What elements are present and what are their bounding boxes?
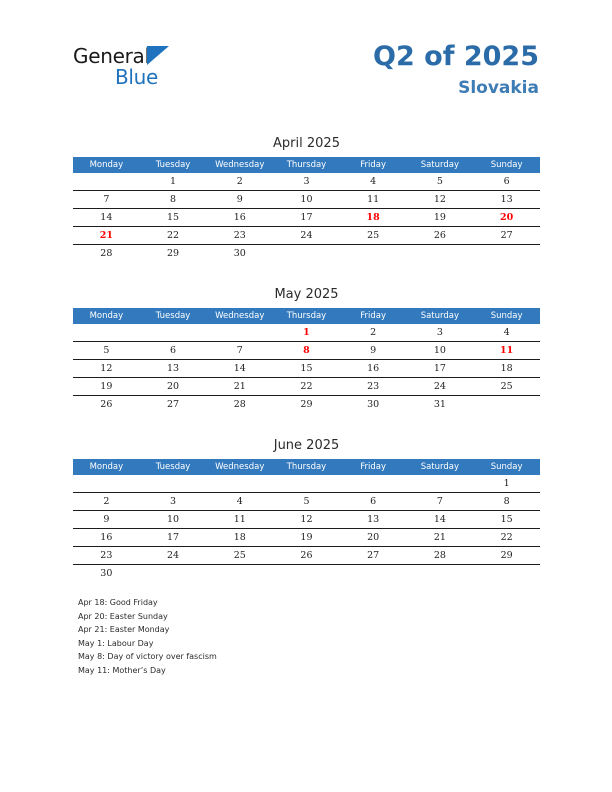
weekday-header-monday: Monday (73, 308, 140, 324)
holiday-day-cell[interactable]: 8 (273, 342, 340, 360)
month-title: May 2025 (274, 287, 339, 302)
brand-name-general: General (73, 44, 150, 68)
day-cell[interactable]: 26 (273, 547, 340, 565)
day-cell[interactable]: 21 (407, 529, 474, 547)
empty-day-cell (340, 245, 407, 263)
week-row (73, 227, 540, 245)
empty-day-cell (407, 475, 474, 493)
month-block-april (73, 135, 540, 262)
week-row (73, 565, 540, 583)
day-cell[interactable]: 18 (473, 360, 540, 378)
weekday-header-wednesday: Wednesday (206, 157, 273, 173)
weekday-header-thursday: Thursday (273, 157, 340, 173)
empty-day-cell (273, 475, 340, 493)
weekday-header-saturday: Saturday (407, 157, 474, 173)
day-cell[interactable]: 19 (273, 529, 340, 547)
empty-day-cell (273, 565, 340, 583)
weekday-header-friday: Friday (340, 157, 407, 173)
day-cell[interactable]: 16 (206, 209, 273, 227)
weekday-header-sunday: Sunday (473, 157, 540, 173)
week-row (73, 378, 540, 396)
empty-day-cell (140, 324, 207, 342)
day-cell[interactable]: 25 (206, 547, 273, 565)
day-cell[interactable]: 9 (73, 511, 140, 529)
holiday-day-cell[interactable]: 1 (273, 324, 340, 342)
day-cell[interactable]: 26 (100, 399, 113, 410)
day-cell[interactable]: 20 (340, 529, 407, 547)
day-cell[interactable]: 8 (140, 191, 207, 209)
month-block-june (73, 437, 540, 582)
day-cell[interactable]: 24 (407, 378, 474, 396)
empty-day-cell (473, 396, 540, 414)
day-cell[interactable]: 25 (340, 227, 407, 245)
weekday-header-sunday: Sunday (473, 308, 540, 324)
day-cell[interactable]: 4 (473, 324, 540, 342)
day-cell[interactable]: 12 (73, 360, 140, 378)
holiday-note-item: Apr 18: Good Friday (78, 598, 158, 607)
week-row (73, 547, 540, 565)
weekday-header-saturday: Saturday (407, 459, 474, 475)
calendar-table (73, 157, 540, 262)
day-cell[interactable]: 4 (340, 173, 407, 191)
day-cell[interactable]: 7 (206, 342, 273, 360)
weekday-header-wednesday: Wednesday (206, 459, 273, 475)
day-cell[interactable]: 5 (273, 493, 340, 511)
day-cell[interactable]: 5 (407, 173, 474, 191)
day-cell[interactable]: 14 (407, 511, 474, 529)
brand-name-blue: Blue (115, 65, 159, 89)
day-cell[interactable]: 10 (407, 342, 474, 360)
day-cell[interactable]: 8 (473, 493, 540, 511)
holiday-day-cell[interactable]: 21 (73, 227, 140, 245)
day-cell[interactable]: 13 (140, 360, 207, 378)
page-header (0, 0, 612, 120)
empty-day-cell (206, 565, 273, 583)
empty-day-cell (140, 475, 207, 493)
day-cell[interactable]: 3 (407, 324, 474, 342)
day-cell[interactable]: 27 (473, 227, 540, 245)
day-cell[interactable]: 11 (340, 191, 407, 209)
day-cell[interactable]: 5 (73, 342, 140, 360)
triangle-right-icon (147, 46, 169, 65)
day-cell[interactable]: 1 (140, 173, 207, 191)
weekday-header-row (73, 308, 540, 324)
week-row (73, 191, 540, 209)
holiday-note-item: May 8: Day of victory over fascism (78, 652, 217, 662)
weekday-header-thursday: Thursday (273, 459, 340, 475)
weekday-header-tuesday: Tuesday (140, 157, 207, 173)
day-cell[interactable]: 15 (473, 511, 540, 529)
holiday-note-item: May 11: Mother’s Day (78, 665, 166, 675)
day-cell[interactable]: 30 (100, 568, 113, 579)
weekday-header-thursday: Thursday (273, 308, 340, 324)
day-cell[interactable]: 12 (407, 191, 474, 209)
day-cell[interactable]: 23 (73, 547, 140, 565)
holiday-note-item: Apr 20: Easter Sunday (78, 611, 168, 621)
day-cell[interactable]: 27 (340, 547, 407, 565)
title-block (373, 42, 539, 98)
country-subtitle: Slovakia (458, 77, 539, 98)
empty-day-cell (73, 173, 140, 191)
day-cell[interactable]: 12 (273, 511, 340, 529)
weekday-header-sunday: Sunday (473, 459, 540, 475)
weekday-header-tuesday: Tuesday (140, 308, 207, 324)
weekday-header-monday: Monday (73, 157, 140, 173)
day-cell[interactable]: 24 (140, 547, 207, 565)
day-cell[interactable]: 17 (140, 529, 207, 547)
holiday-day-cell[interactable]: 18 (340, 209, 407, 227)
holiday-note-item: May 1: Labour Day (78, 638, 154, 648)
day-cell[interactable]: 28 (100, 248, 113, 259)
day-cell[interactable]: 6 (140, 342, 207, 360)
empty-day-cell (206, 324, 273, 342)
day-cell[interactable]: 23 (206, 227, 273, 245)
day-cell[interactable]: 22 (273, 378, 340, 396)
calendar-table (73, 308, 540, 413)
day-cell[interactable]: 15 (140, 209, 207, 227)
week-row (73, 342, 540, 360)
empty-day-cell (473, 245, 540, 263)
day-cell[interactable]: 9 (206, 191, 273, 209)
month-title: April 2025 (273, 136, 340, 151)
day-cell[interactable]: 28 (407, 547, 474, 565)
empty-day-cell (340, 565, 407, 583)
week-row (73, 529, 540, 547)
empty-day-cell (340, 475, 407, 493)
day-cell[interactable]: 29 (167, 248, 180, 259)
weekday-header-saturday: Saturday (407, 308, 474, 324)
day-cell[interactable]: 19 (407, 209, 474, 227)
day-cell[interactable]: 10 (273, 191, 340, 209)
weekday-header-row (73, 459, 540, 475)
day-cell[interactable]: 29 (473, 547, 540, 565)
day-cell[interactable]: 28 (233, 399, 246, 410)
week-row (73, 396, 540, 414)
weekday-header-row (73, 157, 540, 173)
day-cell[interactable]: 26 (407, 227, 474, 245)
week-row (73, 511, 540, 529)
brand-logo[interactable] (73, 44, 273, 90)
day-cell[interactable]: 17 (407, 360, 474, 378)
day-cell[interactable]: 15 (273, 360, 340, 378)
weekday-header-tuesday: Tuesday (140, 459, 207, 475)
day-cell[interactable]: 6 (340, 493, 407, 511)
day-cell[interactable]: 18 (206, 529, 273, 547)
day-cell[interactable]: 31 (433, 399, 446, 410)
day-cell[interactable]: 2 (73, 493, 140, 511)
day-cell[interactable]: 7 (407, 493, 474, 511)
week-row (73, 475, 540, 493)
page-title: Q2 of 2025 (373, 41, 539, 72)
day-cell[interactable]: 6 (473, 173, 540, 191)
day-cell[interactable]: 3 (273, 173, 340, 191)
day-cell[interactable]: 2 (206, 173, 273, 191)
day-cell[interactable]: 16 (73, 529, 140, 547)
day-cell[interactable]: 30 (233, 248, 246, 259)
day-cell[interactable]: 22 (473, 529, 540, 547)
day-cell[interactable]: 14 (206, 360, 273, 378)
day-cell[interactable]: 27 (167, 399, 180, 410)
month-title: June 2025 (273, 438, 340, 453)
day-cell[interactable]: 11 (206, 511, 273, 529)
day-cell[interactable]: 13 (473, 191, 540, 209)
month-block-may (73, 286, 540, 413)
empty-day-cell (473, 565, 540, 583)
empty-day-cell (140, 565, 207, 583)
day-cell[interactable]: 14 (73, 209, 140, 227)
day-cell[interactable]: 22 (140, 227, 207, 245)
week-row (73, 493, 540, 511)
empty-day-cell (407, 245, 474, 263)
empty-day-cell (73, 475, 140, 493)
weekday-header-friday: Friday (340, 459, 407, 475)
holiday-notes-list (78, 596, 478, 678)
day-cell[interactable]: 30 (367, 399, 380, 410)
weekday-header-wednesday: Wednesday (206, 308, 273, 324)
day-cell[interactable]: 17 (273, 209, 340, 227)
day-cell[interactable]: 25 (473, 378, 540, 396)
day-cell[interactable]: 1 (473, 475, 540, 493)
week-row (73, 324, 540, 342)
empty-day-cell (73, 324, 140, 342)
day-cell[interactable]: 16 (340, 360, 407, 378)
calendar-table (73, 459, 540, 582)
day-cell[interactable]: 9 (340, 342, 407, 360)
week-row (73, 245, 540, 263)
holiday-day-cell[interactable]: 11 (473, 342, 540, 360)
day-cell[interactable]: 7 (73, 191, 140, 209)
week-row (73, 209, 540, 227)
weekday-header-friday: Friday (340, 308, 407, 324)
week-row (73, 173, 540, 191)
empty-day-cell (273, 245, 340, 263)
empty-day-cell (407, 565, 474, 583)
day-cell[interactable]: 13 (340, 511, 407, 529)
weekday-header-monday: Monday (73, 459, 140, 475)
day-cell[interactable]: 3 (140, 493, 207, 511)
day-cell[interactable]: 4 (206, 493, 273, 511)
day-cell[interactable]: 29 (300, 399, 313, 410)
day-cell[interactable]: 10 (140, 511, 207, 529)
day-cell[interactable]: 19 (73, 378, 140, 396)
day-cell[interactable]: 24 (273, 227, 340, 245)
day-cell[interactable]: 20 (140, 378, 207, 396)
holiday-note-item: Apr 21: Easter Monday (78, 625, 170, 635)
week-row (73, 360, 540, 378)
empty-day-cell (206, 475, 273, 493)
day-cell[interactable]: 2 (340, 324, 407, 342)
day-cell[interactable]: 21 (206, 378, 273, 396)
holiday-day-cell[interactable]: 20 (473, 209, 540, 227)
day-cell[interactable]: 23 (340, 378, 407, 396)
